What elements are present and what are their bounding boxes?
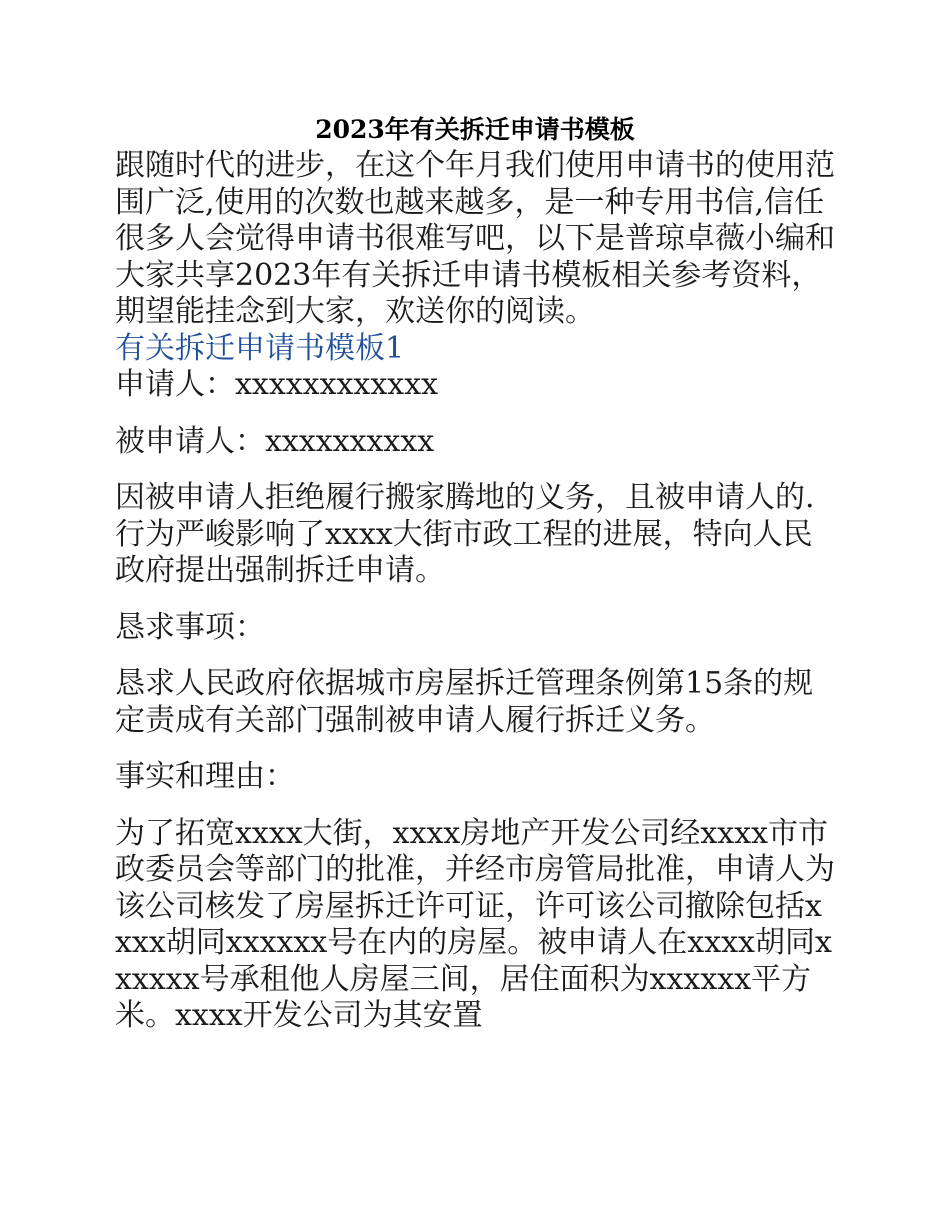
applicant-line: 申请人：xxxxxxxxxxxx	[115, 367, 439, 402]
intro-paragraph: 跟随时代的进步，在这个年月我们使用申请书的使用范围广泛,使用的次数也越来越多，是一种专用书信,信任很多人会觉得申请书很难写吧，以下是普琼卓薇小编和大家共享2023年有关拆迁申请书模板相关参考资料，期望能挂念到大家，欢送你的阅读。	[115, 148, 835, 329]
request-label: 恳求事项：	[115, 609, 265, 645]
facts-label: 事实和理由：	[115, 759, 295, 794]
reason-paragraph: 因被申请人拒绝履行搬家腾地的义务，且被申请人的.行为严峻影响了xxxx大街市政工程的进展，特向人民政府提出强制拆迁申请。	[115, 480, 815, 588]
section-heading: 有关拆迁申请书模板1	[115, 330, 405, 366]
respondent-line: 被申请人：xxxxxxxxxx	[115, 423, 435, 459]
request-paragraph: 恳求人民政府依据城市房屋拆迁管理条例第15条的规定责成有关部门强制被申请人履行拆迁义务。	[115, 666, 814, 738]
document-body	[115, 148, 835, 1055]
facts-paragraph: 为了拓宽xxxx大街，xxxx房地产开发公司经xxxx市市政委员会等部门的批准，并经市房管局批准，申请人为该公司核发了房屋拆迁许可证，许可该公司撤除包括xxxx胡同xxxxxx号在内的房屋。被申请人在xxxx胡同xxxxxx号承租他人房屋三间，居住面积为xxxxxx平方米。xxxx开发公司为其安置	[115, 815, 835, 1033]
document-title: 2023年有关拆迁申请书模板	[315, 115, 635, 144]
